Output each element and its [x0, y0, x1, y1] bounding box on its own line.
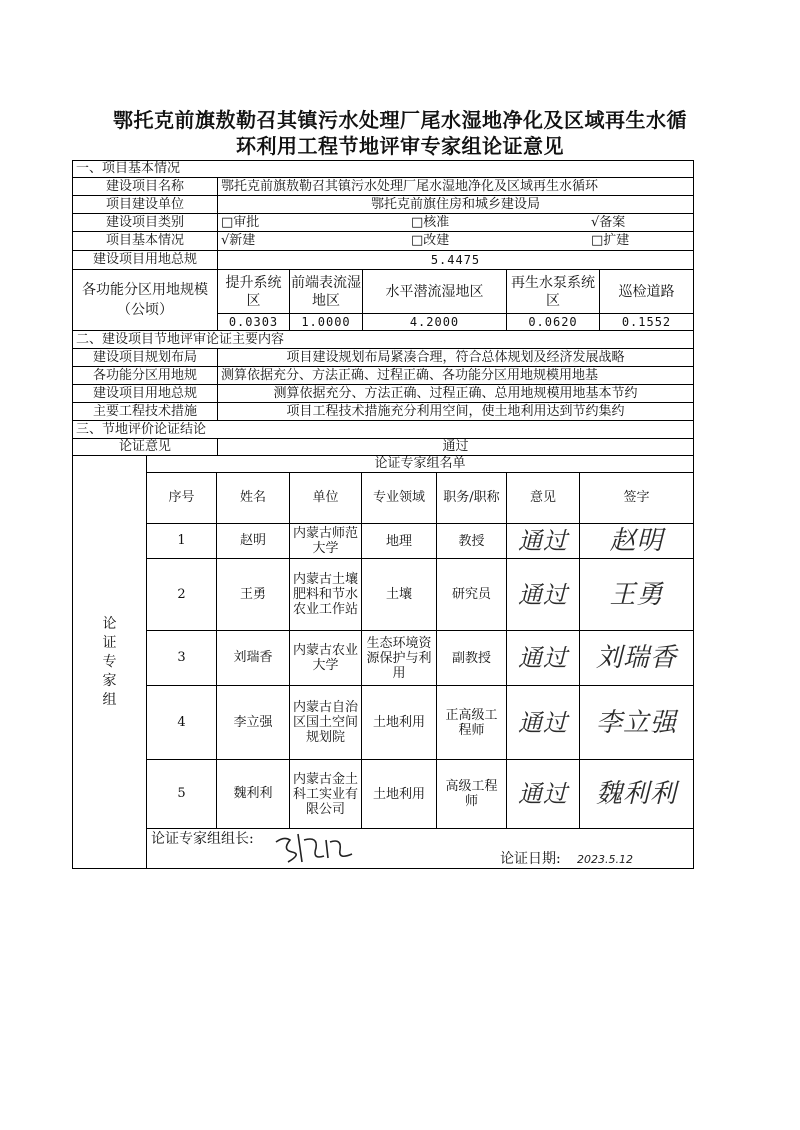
- review-label-1: 建设项目规划布局: [72, 348, 218, 367]
- expert-unit: 内蒙古土壤肥料和节水农业工作站: [289, 558, 362, 631]
- expert-title: 研究员: [436, 558, 507, 631]
- document-title-line2: 环利用工程节地评审专家组论证意见: [236, 134, 564, 158]
- review-value-2: 测算依据充分、方法正确、过程正确、各功能分区用地规模用地基: [217, 366, 694, 385]
- expert-head-no: 序号: [146, 472, 217, 524]
- option-rebuild: □改建: [411, 233, 450, 248]
- total-area-value: 5.4475: [217, 250, 694, 270]
- expert-no: 5: [146, 759, 217, 829]
- expert-group-label-cell: [72, 455, 147, 869]
- project-unit-value: 鄂托克前旗住房和城乡建设局: [217, 195, 694, 214]
- option-approval: □审批: [221, 214, 260, 230]
- option-verify: □核准: [411, 214, 450, 230]
- project-unit-label: 项目建设单位: [72, 195, 218, 214]
- zone-head-1: 提升系统区: [217, 269, 290, 314]
- zone-value-1: 0.0303: [217, 313, 290, 331]
- expert-head-name: 姓名: [216, 472, 290, 524]
- zone-value-3: 4.2000: [362, 313, 507, 331]
- expert-opinion-handwritten: 通过: [506, 759, 580, 829]
- review-label-3: 建设项目用地总规: [72, 384, 218, 403]
- expert-title: 正高级工程师: [436, 685, 507, 760]
- expert-head-field: 专业领域: [361, 472, 437, 524]
- section-1-heading: 一、项目基本情况: [72, 160, 694, 178]
- expert-field: 土壤: [361, 558, 437, 631]
- expert-no: 1: [146, 523, 217, 559]
- project-name-value: 鄂托克前旗敖勒召其镇污水处理厂尾水湿地净化及区域再生水循环: [217, 177, 694, 196]
- expert-head-unit: 单位: [289, 472, 362, 524]
- expert-opinion-handwritten: 通过: [506, 685, 580, 760]
- expert-unit: 内蒙古金土科工实业有限公司: [289, 759, 362, 829]
- expert-name: 李立强: [216, 685, 290, 760]
- expert-opinion-handwritten: 通过: [506, 630, 580, 686]
- expert-field: 生态环境资源保护与利用: [361, 630, 437, 686]
- review-value-3: 测算依据充分、方法正确、过程正确、总用地规模用地基本节约: [217, 384, 694, 403]
- expert-group-label-char: 组: [102, 691, 117, 708]
- zone-value-5: 0.1552: [599, 313, 694, 331]
- review-label-2: 各功能分区用地规: [72, 366, 218, 385]
- option-record: √备案: [591, 214, 626, 230]
- expert-group-label-char: 论: [102, 615, 117, 632]
- expert-title: 副教授: [436, 630, 507, 686]
- expert-unit: 内蒙古师范大学: [289, 523, 362, 559]
- zone-head-2: 前端表流湿地区: [289, 269, 363, 314]
- expert-title: 教授: [436, 523, 507, 559]
- expert-opinion-handwritten: 通过: [506, 523, 580, 559]
- expert-signature: 赵明: [579, 523, 694, 559]
- zone-head-4: 再生水泵系统区: [506, 269, 600, 314]
- option-expand: □扩建: [591, 233, 630, 248]
- date-label: 论证日期:: [500, 851, 561, 867]
- section-3-heading: 三、节地评价论证结论: [72, 420, 694, 439]
- expert-head-opinion: 意见: [506, 472, 580, 524]
- zone-head-5: 巡检道路: [599, 269, 694, 314]
- project-basic-label: 项目基本情况: [72, 231, 218, 251]
- document-title-line1: 鄂托克前旗敖勒召其镇污水处理厂尾水湿地净化及区域再生水循: [113, 108, 687, 132]
- expert-group-label-char: 证: [102, 634, 117, 651]
- expert-signature: 魏利利: [579, 759, 694, 829]
- zone-value-2: 1.0000: [289, 313, 363, 331]
- review-label-4: 主要工程技术措施: [72, 402, 218, 421]
- leader-signature: [268, 822, 363, 870]
- total-area-label: 建设项目用地总规: [72, 250, 218, 270]
- expert-group-label: [103, 615, 117, 710]
- expert-list-title: 论证专家组名单: [146, 455, 694, 473]
- expert-signature: 李立强: [579, 685, 694, 760]
- zone-head-3: 水平潜流湿地区: [362, 269, 507, 314]
- project-name-label: 建设项目名称: [72, 177, 218, 196]
- expert-group-label-char: 专: [102, 653, 117, 670]
- expert-unit: 内蒙古农业大学: [289, 630, 362, 686]
- expert-field: 土地利用: [361, 685, 437, 760]
- expert-unit: 内蒙古自治区国土空间规划院: [289, 685, 362, 760]
- project-category-label: 建设项目类别: [72, 213, 218, 232]
- date-value: 2023.5.12: [577, 852, 633, 866]
- zone-scale-label: 各功能分区用地规模（公顷）: [72, 269, 218, 331]
- section-2-heading: 二、建设项目节地评审论证主要内容: [72, 330, 694, 349]
- leader-label: 论证专家组组长:: [151, 831, 254, 847]
- expert-name: 刘瑞香: [216, 630, 290, 686]
- review-value-1: 项目建设规划布局紧凑合理，符合总体规划及经济发展战略: [217, 348, 694, 367]
- option-new: √新建: [221, 233, 256, 248]
- expert-signature: 刘瑞香: [579, 630, 694, 686]
- expert-name: 王勇: [216, 558, 290, 631]
- expert-field: 土地利用: [361, 759, 437, 829]
- expert-name: 赵明: [216, 523, 290, 559]
- expert-field: 地理: [361, 523, 437, 559]
- zone-value-4: 0.0620: [506, 313, 600, 331]
- expert-name: 魏利利: [216, 759, 290, 829]
- expert-no: 2: [146, 558, 217, 631]
- expert-no: 3: [146, 630, 217, 686]
- review-value-4: 项目工程技术措施充分利用空间，使土地利用达到节约集约: [217, 402, 694, 421]
- expert-signature: 王勇: [579, 558, 694, 631]
- expert-head-sign: 签字: [579, 472, 694, 524]
- expert-opinion-handwritten: 通过: [506, 558, 580, 631]
- expert-group-label-char: 家: [102, 672, 117, 689]
- expert-title: 高级工程师: [436, 759, 507, 829]
- expert-head-title: 职务/职称: [436, 472, 507, 524]
- expert-no: 4: [146, 685, 217, 760]
- opinion-value: 通过: [217, 438, 694, 456]
- opinion-label: 论证意见: [72, 438, 218, 456]
